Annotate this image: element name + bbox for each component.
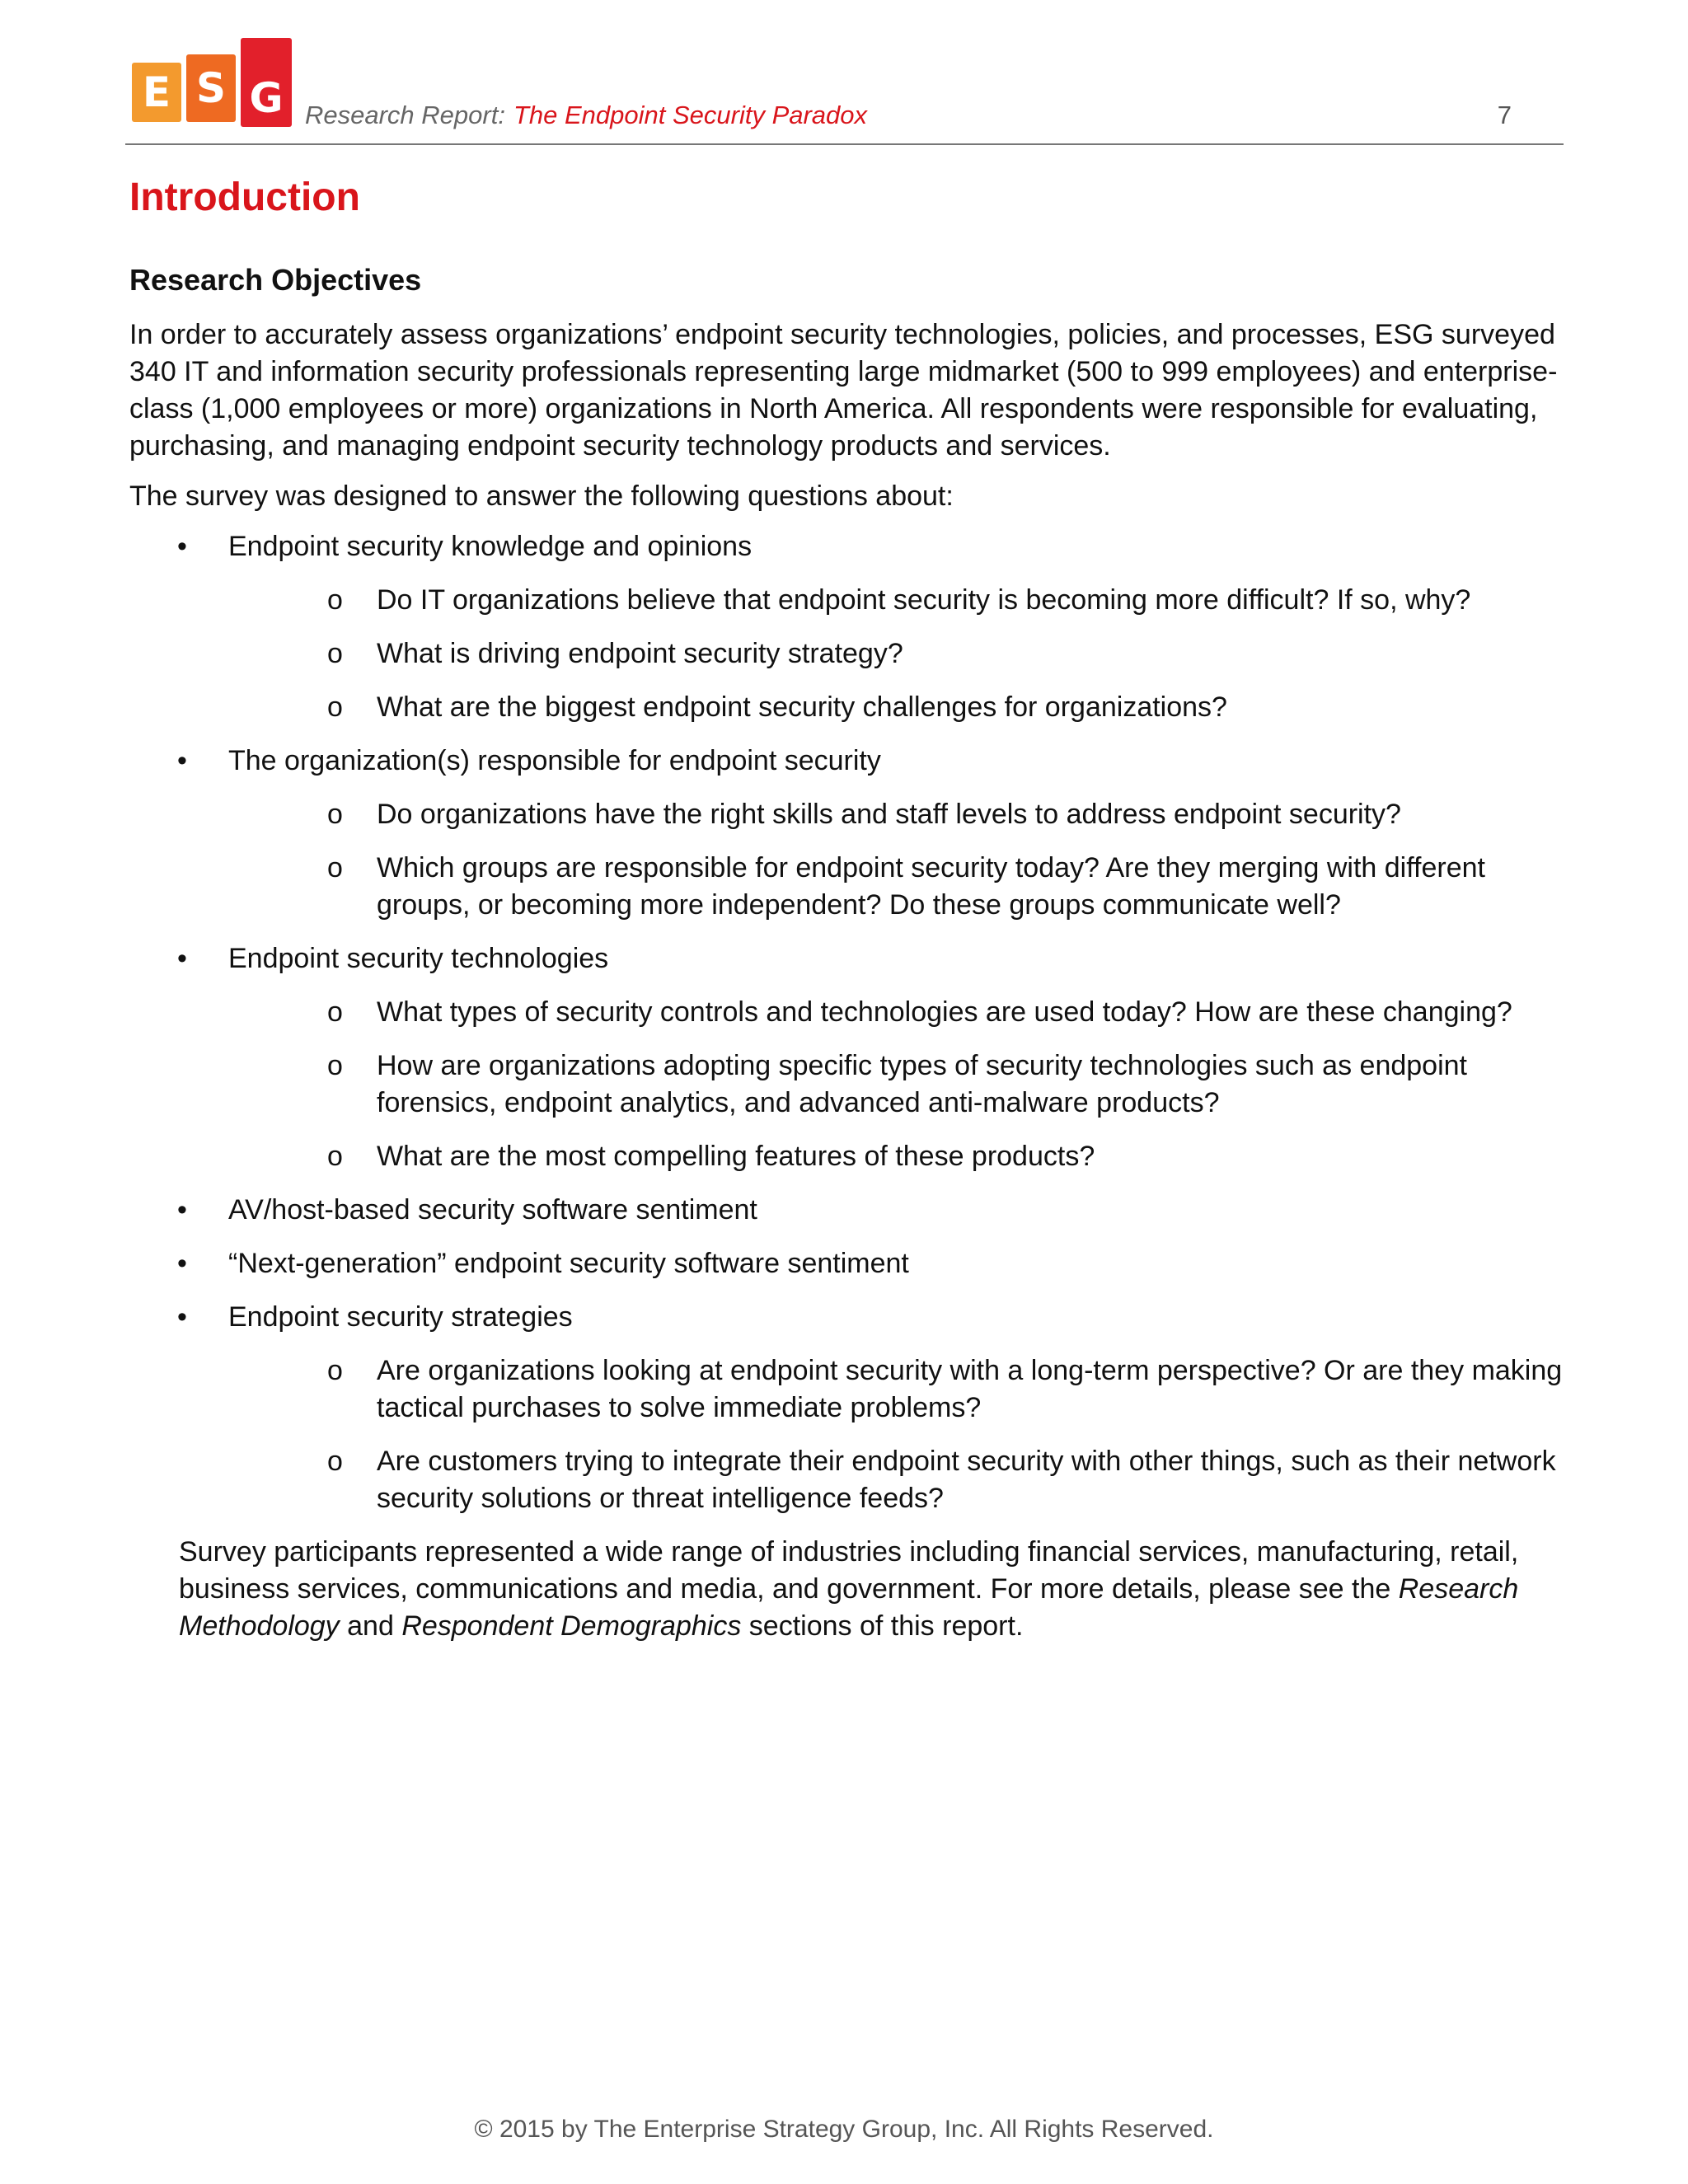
circle-bullet-icon: o <box>327 1141 343 1172</box>
logo-letter-e: E <box>132 63 181 122</box>
circle-bullet-icon: o <box>327 1446 343 1477</box>
sub-list-item-text: How are organizations adopting specific types of security technologies such as endpoint forensics, endpoint analytics, and advanced anti-malware products? <box>377 1050 1467 1118</box>
closing-italic-demographics: Respondent Demographics <box>401 1610 742 1642</box>
list-item <box>129 1192 1564 1229</box>
sub-list-item <box>129 850 1564 924</box>
sub-list-item <box>129 689 1564 726</box>
bullet-icon: • <box>177 745 187 776</box>
list-item-text: Endpoint security knowledge and opinions <box>228 531 753 562</box>
closing-text-3: sections of this report. <box>741 1610 1024 1642</box>
bullet-icon: • <box>177 1301 187 1333</box>
list-item <box>129 1299 1564 1336</box>
sub-list-item-text: What are the most compelling features of these products? <box>377 1141 1095 1172</box>
bullet-icon: • <box>177 943 187 974</box>
closing-text-1: Survey participants represented a wide range of industries including financial services, manufacturing, retail, business services, communications and media, and government. For more details, please see the <box>179 1536 1519 1605</box>
header-report-title: The Endpoint Security Paradox <box>513 101 868 129</box>
logo-letter-g: G <box>241 38 292 127</box>
main-content <box>129 168 1564 1645</box>
esg-logo <box>132 38 292 127</box>
circle-bullet-icon: o <box>327 799 343 830</box>
list-item <box>129 1245 1564 1282</box>
header-label: Research Report: <box>305 101 505 129</box>
page-number: 7 <box>1497 101 1512 129</box>
circle-bullet-icon: o <box>327 638 343 669</box>
list-item-text: AV/host-based security software sentiment <box>228 1194 757 1226</box>
circle-bullet-icon: o <box>327 691 343 723</box>
sub-list-item <box>129 1138 1564 1175</box>
circle-bullet-icon: o <box>327 584 343 616</box>
list-item-text: Endpoint security technologies <box>228 943 609 974</box>
running-header <box>305 101 867 130</box>
bullet-icon: • <box>177 1248 187 1279</box>
circle-bullet-icon: o <box>327 1355 343 1386</box>
intro-paragraph: In order to accurately assess organizations’ endpoint security technologies, policies, and processes, ESG surveyed 340 IT and information security professionals representing large midmarket (500 to 999 employees) and enterprise-class (1,000 employees or more) organizations in North America. All respondents were responsible for evaluating, purchasing, and managing endpoint security technology products and services. <box>129 319 1558 462</box>
sub-list-item-text: What types of security controls and technologies are used today? How are these changing? <box>377 996 1512 1028</box>
list-item-text: “Next-generation” endpoint security software sentiment <box>228 1248 909 1279</box>
closing-paragraph <box>129 1534 1564 1645</box>
sub-list-item-text: What is driving endpoint security strategy? <box>377 638 903 669</box>
sub-list-item <box>129 582 1564 619</box>
list-item-text: The organization(s) responsible for endpoint security <box>228 745 881 776</box>
sub-list-item-text: What are the biggest endpoint security challenges for organizations? <box>377 691 1227 723</box>
list-item-text: Endpoint security strategies <box>228 1301 573 1333</box>
sub-list-item-text: Are customers trying to integrate their endpoint security with other things, such as their network security solutions or threat intelligence feeds? <box>377 1446 1556 1514</box>
list-item <box>129 528 1564 565</box>
survey-intro-paragraph: The survey was designed to answer the following questions about: <box>129 480 954 512</box>
sub-list-item <box>129 1047 1564 1122</box>
sub-list-item <box>129 635 1564 673</box>
sub-list-item <box>129 1352 1564 1427</box>
sub-list-item <box>129 994 1564 1031</box>
subsection-heading: Research Objectives <box>129 263 422 297</box>
closing-text-2: and <box>339 1610 402 1642</box>
copyright-footer: © 2015 by The Enterprise Strategy Group, Inc. All Rights Reserved. <box>474 2116 1214 2143</box>
sub-list-item-text: Are organizations looking at endpoint security with a long-term perspective? Or are they making tactical purchases to solve immediate problems? <box>377 1355 1563 1423</box>
bullet-icon: • <box>177 531 187 562</box>
sub-list-item-text: Which groups are responsible for endpoint security today? Are they merging with different groups, or becoming more independent? Do these groups communicate well? <box>377 852 1485 921</box>
sub-list-item-text: Do organizations have the right skills and staff levels to address endpoint security? <box>377 799 1401 830</box>
logo-letter-s: S <box>186 54 236 122</box>
sub-list-item <box>129 796 1564 833</box>
section-heading: Introduction <box>129 176 360 219</box>
header-divider <box>125 143 1564 145</box>
list-item <box>129 940 1564 977</box>
list-item <box>129 743 1564 780</box>
circle-bullet-icon: o <box>327 996 343 1028</box>
circle-bullet-icon: o <box>327 1050 343 1081</box>
sub-list-item <box>129 1443 1564 1517</box>
closing-italic-methodology: Research Methodology <box>179 1573 1519 1642</box>
sub-list-item-text: Do IT organizations believe that endpoint security is becoming more difficult? If so, why? <box>377 584 1471 616</box>
bullet-icon: • <box>177 1194 187 1226</box>
circle-bullet-icon: o <box>327 852 343 883</box>
